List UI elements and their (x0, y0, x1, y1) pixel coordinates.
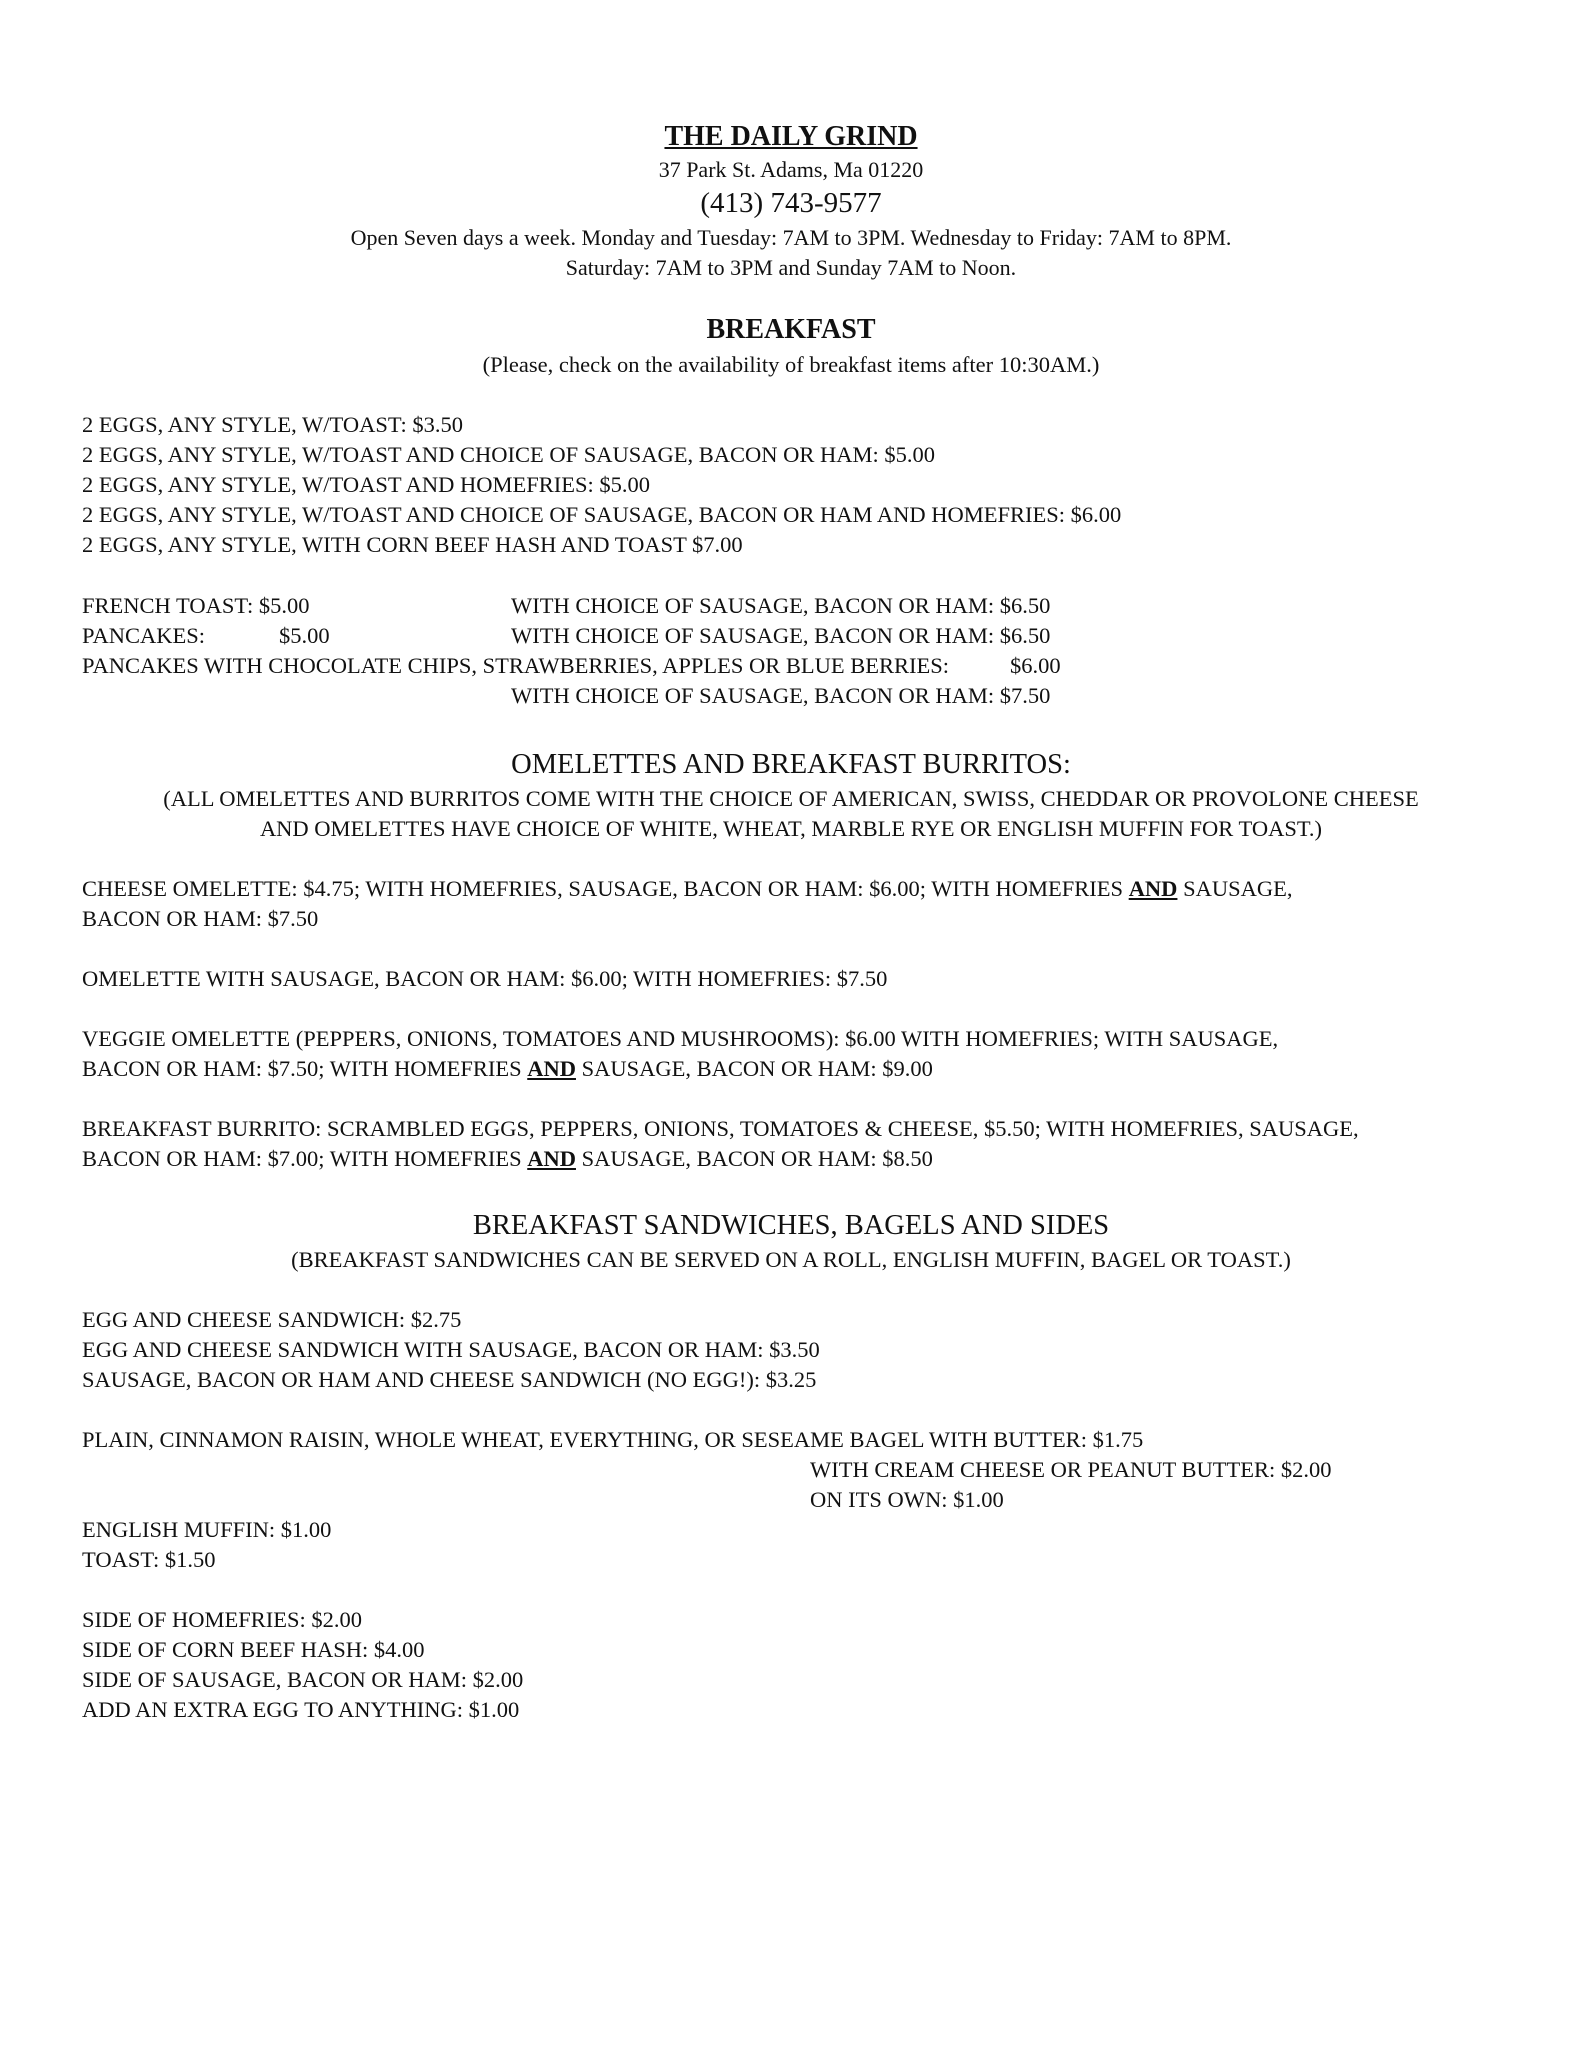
phone-number: (413) 743-9577 (700, 187, 882, 219)
side-item: SIDE OF HOMEFRIES: $2.00 (82, 1607, 363, 1632)
menu-item-option: WITH CHOICE OF SAUSAGE, BACON OR HAM: $6.50 (511, 593, 1051, 618)
item-text: SAUSAGE, (1177, 876, 1293, 901)
address: 37 Park St. Adams, Ma 01220 (658, 157, 924, 182)
menu-item: 2 EGGS, ANY STYLE, W/TOAST AND CHOICE OF SAUSAGE, BACON OR HAM AND HOMEFRIES: $6.00 (82, 502, 1122, 527)
side-item: ADD AN EXTRA EGG TO ANYTHING: $1.00 (82, 1697, 520, 1722)
menu-item: 2 EGGS, ANY STYLE, W/TOAST: $3.50 (82, 412, 463, 437)
menu-item: 2 EGGS, ANY STYLE, W/TOAST AND CHOICE OF SAUSAGE, BACON OR HAM: $5.00 (82, 442, 935, 467)
menu-item: BREAKFAST BURRITO: SCRAMBLED EGGS, PEPPERS, ONIONS, TOMATOES & CHEESE, $5.50; WITH HOMEFRIES, SAUSAGE, (82, 1116, 1359, 1141)
item-text: SAUSAGE, BACON OR HAM: $9.00 (575, 1056, 933, 1081)
restaurant-name: THE DAILY GRIND (664, 121, 918, 152)
menu-item: 2 EGGS, ANY STYLE, WITH CORN BEEF HASH AND TOAST $7.00 (82, 532, 743, 557)
item-text: CHEESE OMELETTE: $4.75; WITH HOMEFRIES, SAUSAGE, BACON OR HAM: $6.00; WITH HOMEFRIES (82, 876, 1129, 901)
item-text: BACON OR HAM: $7.00; WITH HOMEFRIES (82, 1146, 528, 1171)
menu-item: 2 EGGS, ANY STYLE, W/TOAST AND HOMEFRIES: $5.00 (82, 472, 650, 497)
and-emphasis: AND (1128, 876, 1178, 901)
item-text: BACON OR HAM: $7.50; WITH HOMEFRIES (82, 1056, 528, 1081)
menu-item: BACON OR HAM: $7.50 (82, 906, 319, 931)
hours-line-2: Saturday: 7AM to 3PM and Sunday 7AM to Noon. (565, 255, 1017, 280)
and-emphasis: AND (527, 1056, 576, 1081)
hours-line-1: Open Seven days a week. Monday and Tuesday: 7AM to 3PM. Wednesday to Friday: 7AM to 8PM. (350, 225, 1232, 250)
menu-item: PANCAKES: (82, 623, 205, 648)
menu-item: EGG AND CHEESE SANDWICH: $2.75 (82, 1307, 462, 1332)
menu-item-price: $6.00 (1010, 653, 1061, 678)
omelettes-note-2: AND OMELETTES HAVE CHOICE OF WHITE, WHEAT, MARBLE RYE OR ENGLISH MUFFIN FOR TOAST.) (259, 816, 1323, 841)
menu-item: TOAST: $1.50 (82, 1547, 216, 1572)
menu-item (82, 874, 1292, 904)
menu-item: FRENCH TOAST: $5.00 (82, 593, 310, 618)
menu-item: SAUSAGE, BACON OR HAM AND CHEESE SANDWICH (NO EGG!): $3.25 (82, 1367, 817, 1392)
menu-item-option: ON ITS OWN: $1.00 (810, 1487, 1004, 1512)
side-item: SIDE OF SAUSAGE, BACON OR HAM: $2.00 (82, 1667, 524, 1692)
menu-item-option: WITH CHOICE OF SAUSAGE, BACON OR HAM: $6.50 (511, 623, 1051, 648)
side-item: SIDE OF CORN BEEF HASH: $4.00 (82, 1637, 425, 1662)
sandwiches-note: (BREAKFAST SANDWICHES CAN BE SERVED ON A ROLL, ENGLISH MUFFIN, BAGEL OR TOAST.) (291, 1247, 1291, 1272)
menu-item: ENGLISH MUFFIN: $1.00 (82, 1517, 332, 1542)
menu-item: PLAIN, CINNAMON RAISIN, WHOLE WHEAT, EVERYTHING, OR SESEAME BAGEL WITH BUTTER: $1.75 (82, 1427, 1144, 1452)
item-text: SAUSAGE, BACON OR HAM: $8.50 (575, 1146, 933, 1171)
and-emphasis: AND (527, 1146, 576, 1171)
menu-item: PANCAKES WITH CHOCOLATE CHIPS, STRAWBERRIES, APPLES OR BLUE BERRIES: (82, 653, 950, 678)
menu-item (82, 1144, 933, 1174)
omelettes-heading: OMELETTES AND BREAKFAST BURRITOS: (511, 749, 1071, 780)
menu-item (82, 1054, 933, 1084)
menu-item: EGG AND CHEESE SANDWICH WITH SAUSAGE, BACON OR HAM: $3.50 (82, 1337, 820, 1362)
omelettes-note-1: (ALL OMELETTES AND BURRITOS COME WITH THE CHOICE OF AMERICAN, SWISS, CHEDDAR OR PROVOLONE CHEESE (163, 786, 1419, 811)
breakfast-heading: BREAKFAST (706, 314, 876, 345)
menu-item: OMELETTE WITH SAUSAGE, BACON OR HAM: $6.00; WITH HOMEFRIES: $7.50 (82, 966, 888, 991)
menu-item-price: $5.00 (279, 623, 330, 648)
menu-item: VEGGIE OMELETTE (PEPPERS, ONIONS, TOMATOES AND MUSHROOMS): $6.00 WITH HOMEFRIES; WITH SAUSAGE, (82, 1026, 1279, 1051)
menu-item-option: WITH CHOICE OF SAUSAGE, BACON OR HAM: $7.50 (511, 683, 1051, 708)
menu-item-option: WITH CREAM CHEESE OR PEANUT BUTTER: $2.00 (810, 1457, 1332, 1482)
breakfast-note: (Please, check on the availability of breakfast items after 10:30AM.) (482, 352, 1100, 377)
sandwiches-heading: BREAKFAST SANDWICHES, BAGELS AND SIDES (472, 1210, 1110, 1241)
